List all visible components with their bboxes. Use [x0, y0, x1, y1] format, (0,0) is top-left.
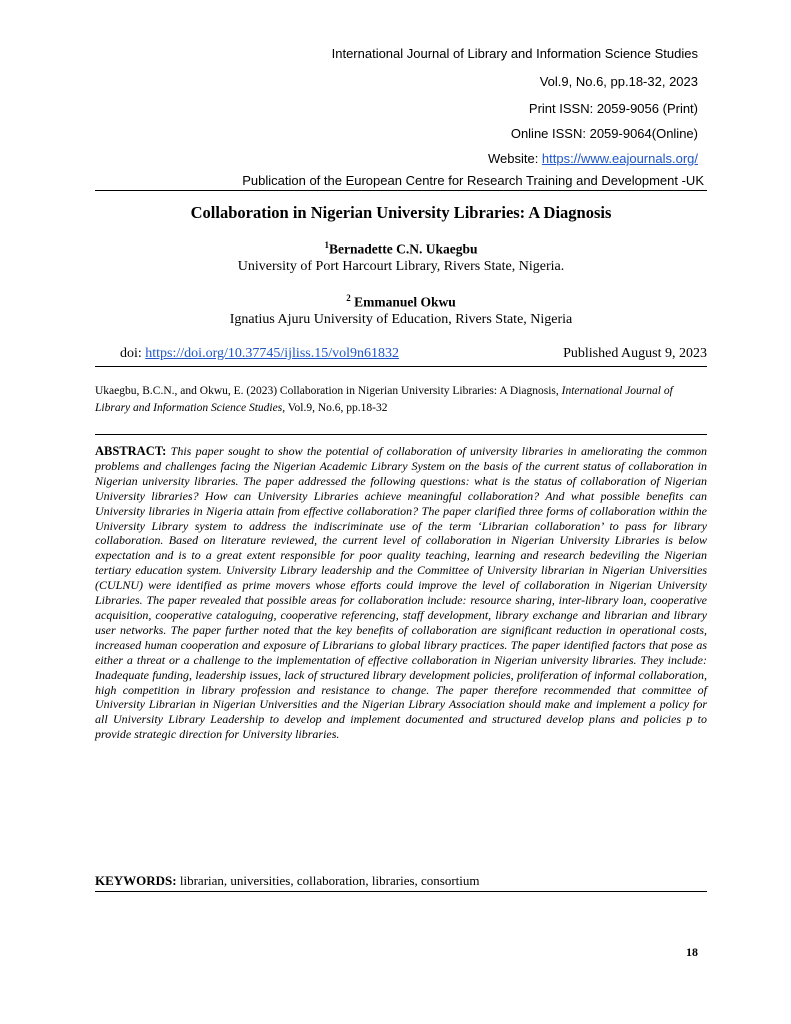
- page-number: 18: [686, 945, 698, 959]
- online-issn: Online ISSN: 2059-9064(Online): [510, 126, 698, 141]
- published-date: Published August 9, 2023: [563, 346, 707, 361]
- keywords-divider: [95, 891, 707, 892]
- journal-name: International Journal of Library and Information Science Studies: [331, 46, 698, 61]
- citation-text: Ukaegbu, B.C.N., and Okwu, E. (2023) Collaboration in Nigerian University Libraries: A Diagnosis,: [95, 385, 562, 397]
- author-2-number: 2: [346, 293, 351, 303]
- doi-line: [120, 346, 707, 362]
- citation: [95, 383, 707, 417]
- author-2-name: Emmanuel Okwu: [350, 294, 456, 310]
- doi-divider: [95, 366, 707, 367]
- doi-link[interactable]: https://doi.org/10.37745/ijliss.15/vol9n61832: [145, 346, 399, 361]
- volume-info: Vol.9, No.6, pp.18-32, 2023: [539, 74, 698, 89]
- author-1-name: Bernadette C.N. Ukaegbu: [329, 241, 478, 257]
- abstract-label: ABSTRACT:: [95, 444, 167, 458]
- author-1: [95, 240, 707, 258]
- author-2: [95, 293, 707, 311]
- keywords-text: librarian, universities, collaboration, libraries, consortium: [176, 873, 480, 888]
- keywords: [95, 873, 707, 889]
- abstract-divider: [95, 434, 707, 435]
- website-link[interactable]: https://www.eajournals.org/: [541, 151, 698, 166]
- print-issn: Print ISSN: 2059-9056 (Print): [528, 101, 698, 116]
- abstract-text: This paper sought to show the potential of collaboration of university libraries in ameliorating the common problems and challenges facing the Nigerian Academic Library System on the basis of the current status of collaboration in Nigerian university libraries. The paper addressed the following questions: what is the status of collaboration of Nigerian University libraries? How can University Libraries achieve meaningful collaboration? And what possible benefits can University libraries in Nigeria attain from effective collaboration? The paper clarified three forms of collaboration within the University Library system to address the indiscriminate use of the term ‘Librarian collaboration’ to pass for library collaboration. Based on literature reviewed, the current level of collaboration in Nigerian University Libraries is below expectation and is to a great extent responsible for poor quality teaching, learning and research bedeviling the Nigerian tertiary education system. University Library leadership and the Committee of University librarian in Nigerian Universities (CULNU) were identified as prime movers whose efforts could improve the level of collaboration in Nigerian University Libraries. The paper revealed that possible areas for collaboration include: resource sharing, inter-library loan, cooperative acquisition, cooperative cataloguing, cooperative referencing, staff development, library exchange and librarian and library user networks. The paper further noted that the key benefits of collaboration are significant reduction in operational costs, increased human cooperation and exposure of Librarians to global library practices. The paper identified factors that pose as either a threat or a challenge to the implementation of effective collaboration in Nigerian university libraries. They include: Inadequate funding, leadership issues, lack of structured library development policies, proliferation of informal collaboration, high competition in library profession and resistance to change. The paper therefore recommended that committee of University Librarian in Nigerian Universities and the Nigerian Library Association should make and implement a policy for all University Library Leadership to develop and implement documented and structured develop plans and policies p to provide strategic direction for University libraries.: [95, 444, 707, 742]
- author-2-affiliation: Ignatius Ajuru University of Education, Rivers State, Nigeria: [229, 312, 573, 327]
- author-1-affiliation: University of Port Harcourt Library, Rivers State, Nigeria.: [237, 259, 565, 274]
- citation-tail: , Vol.9, No.6, pp.18-32: [282, 402, 388, 414]
- header-divider: [95, 190, 707, 191]
- website-label: Website:: [487, 151, 542, 166]
- doi-label: doi:: [120, 346, 146, 361]
- keywords-label: KEYWORDS:: [95, 873, 177, 888]
- citation-journal: International Journal of Library and Information Science Studies: [95, 385, 673, 414]
- abstract: [95, 444, 707, 742]
- website-line: [488, 151, 698, 167]
- author-1-number: 1: [324, 240, 329, 250]
- article-title: Collaboration in Nigerian University Libraries: A Diagnosis: [190, 203, 612, 222]
- publisher-line: Publication of the European Centre for Research Training and Development -UK: [242, 173, 704, 188]
